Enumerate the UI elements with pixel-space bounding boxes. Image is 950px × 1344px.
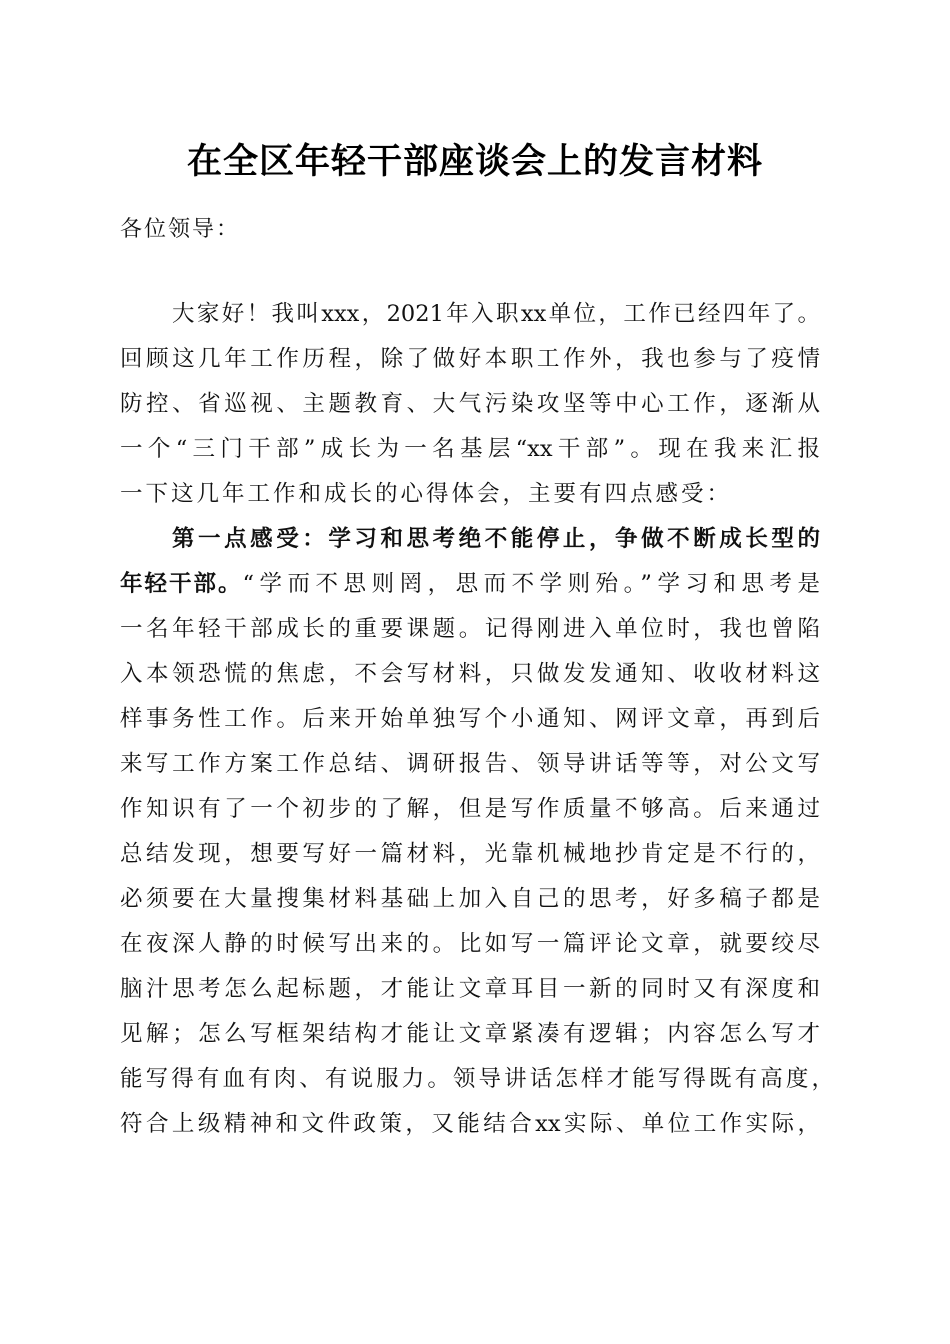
paragraph-2-line: 必须要在大量搜集材料基础上加入自己的思考，好多稿子都是 (120, 886, 820, 912)
paragraph-2-line: 来写工作方案工作总结、调研报告、领导讲话等等，对公文写 (120, 751, 820, 777)
salutation: 各位领导： (120, 217, 241, 242)
paragraph-1-line: 一个“三门干部”成长为一名基层“xx干部”。现在我来汇报 (120, 436, 820, 462)
paragraph-1-line: 回顾这几年工作历程，除了做好本职工作外，我也参与了疫情 (120, 346, 820, 372)
paragraph-2-heading-line: 第一点感受：学习和思考绝不能停止，争做不断成长型的 (172, 526, 820, 552)
paragraph-1-line: 一下这几年工作和成长的心得体会，主要有四点感受： (120, 481, 733, 507)
paragraph-2-line: 在夜深人静的时候写出来的。比如写一篇评论文章，就要绞尽 (120, 931, 820, 957)
paragraph-2-line: 脑汁思考怎么起标题，才能让文章耳目一新的同时又有深度和 (120, 976, 820, 1002)
paragraph-2-line: 见解；怎么写框架结构才能让文章紧凑有逻辑；内容怎么写才 (120, 1021, 820, 1047)
paragraph-2-line: 样事务性工作。后来开始单独写个小通知、网评文章，再到后 (120, 706, 820, 732)
paragraph-2-line: 符合上级精神和文件政策，又能结合xx实际、单位工作实际， (120, 1111, 820, 1137)
paragraph-1-line: 防控、省巡视、主题教育、大气污染攻坚等中心工作，逐渐从 (120, 391, 820, 417)
paragraph-1-line: 大家好！我叫xxx，2021年入职xx单位，工作已经四年了。 (172, 301, 820, 327)
paragraph-2-line: 总结发现，想要写好一篇材料，光靠机械地抄肯定是不行的， (120, 841, 820, 867)
paragraph-2-line-mixed (120, 562, 820, 607)
paragraph-2-line: 能写得有血有肉、有说服力。领导讲话怎样才能写得既有高度， (120, 1066, 834, 1092)
paragraph-2-line: 一名年轻干部成长的重要课题。记得刚进入单位时，我也曾陷 (120, 616, 820, 642)
paragraph-2-body-start: “学而不思则罔，思而不学则殆。”学习和思考是 (242, 571, 820, 597)
paragraph-2-line: 作知识有了一个初步的了解，但是写作质量不够高。后来通过 (120, 796, 820, 822)
paragraph-2-heading-tail: 年轻干部。 (120, 571, 243, 597)
paragraph-2-line: 入本领恐慌的焦虑，不会写材料，只做发发通知、收收材料这 (120, 661, 820, 687)
document-title: 在全区年轻干部座谈会上的发言材料 (186, 141, 763, 182)
